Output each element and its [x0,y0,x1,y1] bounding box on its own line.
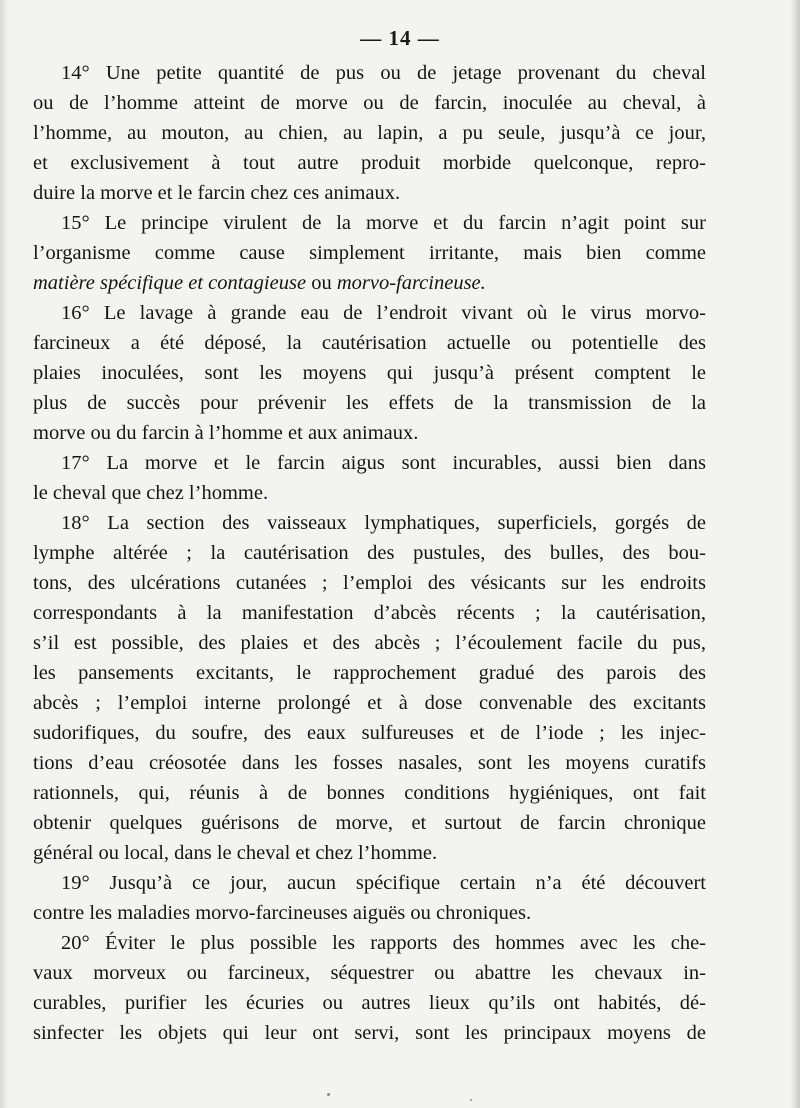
text-line: l’organisme comme cause simplement irritante, mais bien comme [33,242,706,264]
text-line: sudorifiques, du soufre, des eaux sulfureuses et de l’iode ; les injec- [33,722,706,744]
italic-term: morvo-farcineuse. [336,272,486,294]
text-line: abcès ; l’emploi interne prolongé et à dose convenable des excitants [33,692,706,714]
page-number: — 14 — [360,26,440,50]
text-line: 16° Le lavage à grande eau de l’endroit vivant où le virus morvo- [61,302,706,324]
text-line: lymphe altérée ; la cautérisation des pustules, des bulles, des bou- [33,542,706,564]
text-line: 19° Jusqu’à ce jour, aucun spécifique certain n’a été découvert [61,872,706,894]
text-line: 14° Une petite quantité de pus ou de jetage provenant du cheval [61,62,706,84]
text-line: plaies inoculées, sont les moyens qui jusqu’à présent comptent le [33,362,706,384]
page-left-edge-shadow [0,0,8,1108]
text-line: rationnels, qui, réunis à de bonnes conditions hygiéniques, ont fait [33,782,706,804]
text-line: 17° La morve et le farcin aigus sont incurables, aussi bien dans [61,452,706,474]
paragraph-15 [33,208,706,298]
body-text [33,58,706,1048]
conjunction-text: ou [306,272,337,294]
text-line: tions d’eau créosotée dans les fosses nasales, sont les moyens curatifs [33,752,706,774]
paragraph-18 [33,508,706,868]
text-line: le cheval que chez l’homme. [33,482,269,504]
text-line: 15° Le principe virulent de la morve et du farcin n’agit point sur [61,212,706,234]
page-right-edge-shadow [790,0,800,1108]
text-line: s’il est possible, des plaies et des abcès ; l’écoulement facile du pus, [33,632,706,654]
italic-term: matière spécifique et contagieuse [33,272,307,294]
paragraph-20 [33,928,706,1048]
paper-speck [470,1099,472,1101]
text-line: l’homme, au mouton, au chien, au lapin, a pu seule, jusqu’à ce jour, [33,122,706,144]
paragraph-17 [33,448,706,508]
text-line: ou de l’homme atteint de morve ou de farcin, inoculée au cheval, à [33,92,706,114]
text-line: vaux morveux ou farcineux, séquestrer ou abattre les chevaux in- [33,962,706,984]
text-line: farcineux a été déposé, la cautérisation actuelle ou potentielle des [33,332,706,354]
paragraph-16 [33,298,706,448]
text-line: plus de succès pour prévenir les effets de la transmission de la [33,392,706,414]
text-line: et exclusivement à tout autre produit morbide quelconque, repro- [33,152,706,174]
text-line: sinfecter les objets qui leur ont servi, sont les principaux moyens de [33,1022,706,1044]
text-line: obtenir quelques guérisons de morve, et surtout de farcin chronique [33,812,706,834]
text-line: contre les maladies morvo-farcineuses aiguës ou chroniques. [33,902,532,924]
text-line: 20° Éviter le plus possible les rapports des hommes avec les che- [61,932,706,954]
paper-speck [327,1093,330,1096]
text-line: 18° La section des vaisseaux lymphatiques, superficiels, gorgés de [61,512,706,534]
text-line: les pansements excitants, le rapprochement gradué des parois des [33,662,706,684]
paragraph-14 [33,58,706,208]
text-line: morve ou du farcin à l’homme et aux animaux. [33,422,419,444]
text-line: général ou local, dans le cheval et chez l’homme. [33,842,438,864]
text-line [33,268,706,298]
text-line: correspondants à la manifestation d’abcès récents ; la cautérisation, [33,602,706,624]
text-line: duire la morve et le farcin chez ces animaux. [33,182,401,204]
paragraph-19 [33,868,706,928]
text-line: tons, des ulcérations cutanées ; l’emploi des vésicants sur les endroits [33,572,706,594]
text-line: curables, purifier les écuries ou autres lieux qu’ils ont habités, dé- [33,992,706,1014]
